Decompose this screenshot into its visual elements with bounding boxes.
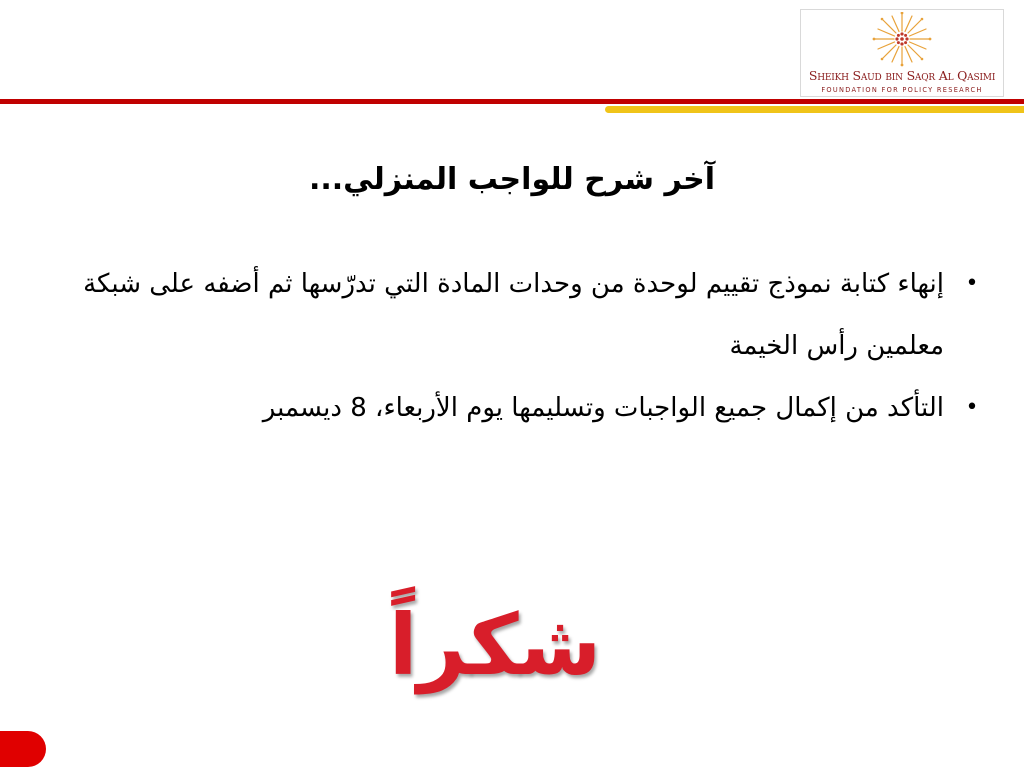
bullet-item (80, 253, 1000, 377)
bullet-marker: • (965, 271, 979, 296)
sunburst-logo-icon (871, 12, 933, 68)
bullet-text: إنهاء كتابة نموذج تقييم لوحدة من وحدات المادة التي تدرّسها ثم أضفه على شبكة معلمين رأس الخيمة (83, 269, 944, 361)
logo-subtitle: FOUNDATION FOR POLICY RESEARCH (821, 86, 983, 94)
thank-you-text: شكراً (388, 596, 602, 694)
foundation-logo (800, 9, 1004, 97)
corner-tab (0, 731, 46, 767)
header-rule-red (0, 99, 1024, 104)
bullet-list (80, 253, 1000, 439)
bullet-item (80, 377, 1000, 439)
logo-name: Sheikh Saud bin Saqr Al Qasimi (808, 68, 996, 83)
slide-title: آخر شرح للواجب المنزلي... (308, 162, 716, 197)
bullet-marker: • (965, 395, 979, 420)
bullet-text: التأكد من إكمال جميع الواجبات وتسليمها يوم الأربعاء، 8 ديسمبر (262, 393, 944, 423)
header-rule-gold (605, 106, 1024, 113)
